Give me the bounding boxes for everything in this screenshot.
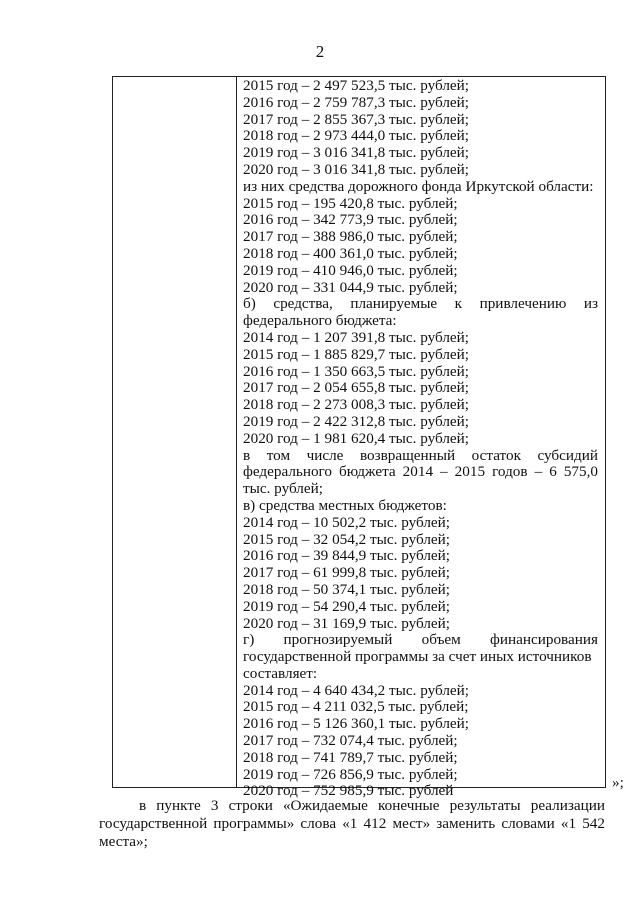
program-table — [112, 76, 606, 800]
table-line: 2014 год – 10 502,2 тыс. рублей; — [243, 513, 451, 531]
table-line: из них средства дорожного фонда Иркутской области: — [243, 177, 594, 195]
page-number: 2 — [315, 42, 325, 61]
table-line: 2018 год – 2 973 444,0 тыс. рублей; — [243, 127, 470, 145]
table-line: 2018 год – 2 273 008,3 тыс. рублей; — [243, 396, 470, 414]
amendment-text: в пункте 3 строки «Ожидаемые конечные результаты реализации государственной программы» слова «1 412 мест» заменить словами «1 542 места»; — [99, 797, 605, 850]
table-line: в) средства местных бюджетов: — [243, 496, 447, 514]
table-line: 2015 год – 195 420,8 тыс. рублей; — [243, 194, 458, 212]
table-line: 2016 год – 2 759 787,3 тыс. рублей; — [243, 93, 470, 111]
table-line: 2018 год – 741 789,7 тыс. рублей; — [243, 748, 458, 766]
table-line: 2019 год – 54 290,4 тыс. рублей; — [243, 597, 451, 615]
table-right-column — [243, 78, 598, 800]
table-line: 2016 год – 39 844,9 тыс. рублей; — [243, 547, 451, 565]
table-line: составляет: — [243, 664, 318, 682]
table-line: 2017 год – 732 074,4 тыс. рублей; — [243, 732, 458, 750]
table-line: федерального бюджета: — [243, 312, 397, 330]
closing-quote: »; — [612, 774, 624, 791]
table-line: государственной программы за счет иных источников — [243, 648, 592, 666]
table-line: 2017 год – 2 054 655,8 тыс. рублей; — [243, 379, 470, 397]
table-line: 2018 год – 50 374,1 тыс. рублей; — [243, 580, 451, 598]
table-line: 2015 год – 4 211 032,5 тыс. рублей; — [243, 698, 469, 716]
table-line: 2018 год – 400 361,0 тыс. рублей; — [243, 244, 458, 262]
table-line: 2016 год – 1 350 663,5 тыс. рублей; — [243, 362, 470, 380]
table-line: 2017 год – 388 986,0 тыс. рублей; — [243, 228, 458, 246]
table-line: 2014 год – 1 207 391,8 тыс. рублей; — [243, 328, 470, 346]
table-line: 2019 год – 2 422 312,8 тыс. рублей; — [243, 412, 470, 430]
table-line: 2014 год – 4 640 434,2 тыс. рублей; — [243, 681, 470, 699]
table-line: 2020 год – 3 016 341,8 тыс. рублей; — [243, 160, 470, 178]
table-line: 2019 год – 726 856,9 тыс. рублей; — [243, 765, 458, 783]
table-line: в том числе возвращенный остаток субсидий — [243, 446, 598, 464]
table-line: 2020 год – 752 985,9 тыс. рублей — [243, 782, 454, 800]
table-line: 2020 год – 1 981 620,4 тыс. рублей; — [243, 429, 470, 447]
table-line: 2020 год – 331 044,9 тыс. рублей; — [243, 278, 458, 296]
table-line: 2015 год – 2 497 523,5 тыс. рублей; — [243, 77, 470, 94]
table-line: 2015 год – 1 885 829,7 тыс. рублей; — [243, 345, 470, 363]
table-line: г) прогнозируемый объем финансирования — [243, 631, 598, 649]
table-line: 2019 год – 410 946,0 тыс. рублей; — [243, 261, 458, 279]
table-line: 2016 год – 342 773,9 тыс. рублей; — [243, 211, 458, 229]
table-line: 2017 год – 61 999,8 тыс. рублей; — [243, 564, 451, 582]
table-line: 2015 год – 32 054,2 тыс. рублей; — [243, 530, 451, 548]
amendment-paragraph — [99, 797, 605, 851]
table-line: 2017 год – 2 855 367,3 тыс. рублей; — [243, 110, 470, 128]
table-line: 2020 год – 31 169,9 тыс. рублей; — [243, 614, 451, 632]
table-line: федерального бюджета 2014 – 2015 годов – 6 575,0 — [243, 463, 598, 481]
table-line: б) средства, планируемые к привлечению из — [243, 295, 598, 313]
column-divider — [236, 77, 237, 787]
table-line: 2016 год – 5 126 360,1 тыс. рублей; — [243, 715, 470, 733]
table-line: 2019 год – 3 016 341,8 тыс. рублей; — [243, 144, 470, 162]
table-line: тыс. рублей; — [243, 480, 323, 498]
